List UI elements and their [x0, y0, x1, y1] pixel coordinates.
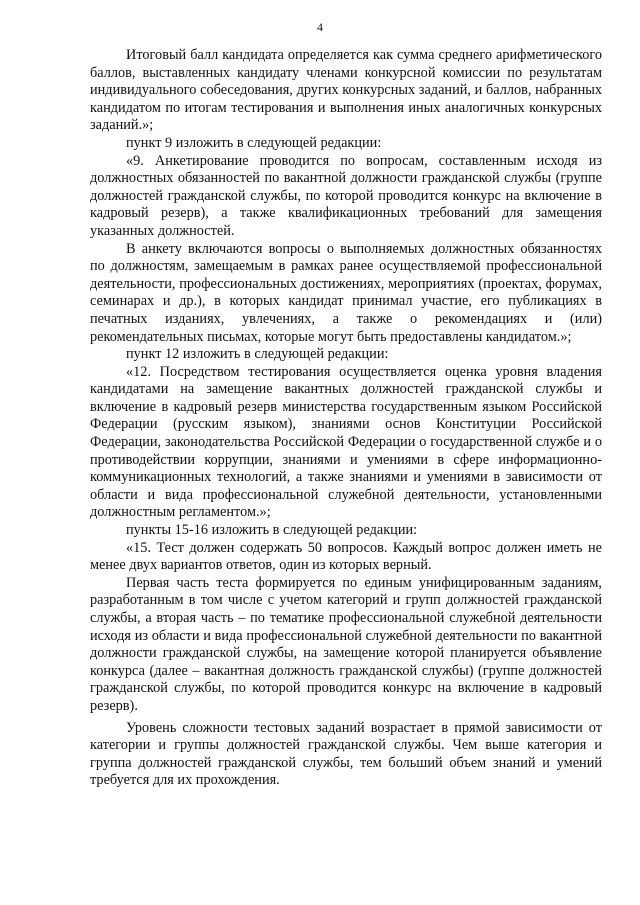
document-body	[90, 47, 602, 790]
paragraph-final-score: Итоговый балл кандидата определяется как сумма среднего арифметического баллов, выставленных кандидату членами конкурсной комиссии по результатам индивидуального собеседования, других конкурсных заданий, и баллов, набранных кандидатом по итогам тестирования и выполнения иных аналогичных конкурсных заданий.»;	[90, 47, 602, 134]
paragraph-item-12-intro: пункт 12 изложить в следующей редакции:	[126, 346, 389, 363]
page-number: 4	[317, 20, 323, 34]
paragraph-items-15-16-intro: пункты 15-16 изложить в следующей редакции:	[126, 522, 418, 539]
paragraph-item-9-questionnaire: «9. Анкетирование проводится по вопросам, составленным исходя из должностных обязанностей по вакантной должности гражданской службы (группе должностей гражданской службы, по которой проводится конкурс на включение в кадровый резерв), а также квалификационных требований для замещения указанных должностей.	[90, 152, 602, 239]
paragraph-test-parts: Первая часть теста формируется по единым унифицированным заданиям, разработанным в том числе с учетом категорий и групп должностей гражданской службы, а вторая часть – по тематике профессиональной служебной деятельности исходя из области и вида профессиональной служебной деятельности по вакантной должности гражданской службы, на замещение которой планируется объявление конкурса (далее – вакантная должность гражданской службы) (группе должностей гражданской службы, по которой проводится конкурс на включение в кадровый резерв).	[90, 574, 602, 714]
paragraph-item-15-test: «15. Тест должен содержать 50 вопросов. Каждый вопрос должен иметь не менее двух вариантов ответов, один из которых верный.	[90, 539, 602, 574]
paragraph-item-12-testing: «12. Посредством тестирования осуществляется оценка уровня владения кандидатами на замещение вакантных должностей гражданской службы и включение в кадровый резерв министерства государственным языком Российской Федерации (русским языком), знаниями основ Конституции Российской Федерации, законодательства Российской Федерации о государственной службе и о противодействии коррупции, знаниями и умениями в сфере информационно-коммуникационных технологий, а также знаниями и умениями в зависимости от области и вида профессиональной служебной деятельности, установленными должностным регламентом.»;	[90, 363, 602, 521]
paragraph-item-9-intro: пункт 9 изложить в следующей редакции:	[126, 134, 382, 151]
paragraph-questionnaire-content: В анкету включаются вопросы о выполняемых должностных обязанностях по должностям, замещаемым в рамках ранее осуществляемой профессиональной деятельности, профессиональных достижениях, мероприятиях (проектах, форумах, семинарах и др.), в которых кандидат принимал участие, его публикациях в печатных изданиях, увлечениях, а также о рекомендациях и (или) рекомендательных письмах, которые могут быть предоставлены кандидатом.»;	[90, 240, 602, 345]
paragraph-test-difficulty: Уровень сложности тестовых заданий возрастает в прямой зависимости от категории и группы должностей гражданской службы. Чем выше категория и группа должностей гражданской службы, тем больший объем знаний и умений требуется для их прохождения.	[90, 719, 602, 789]
